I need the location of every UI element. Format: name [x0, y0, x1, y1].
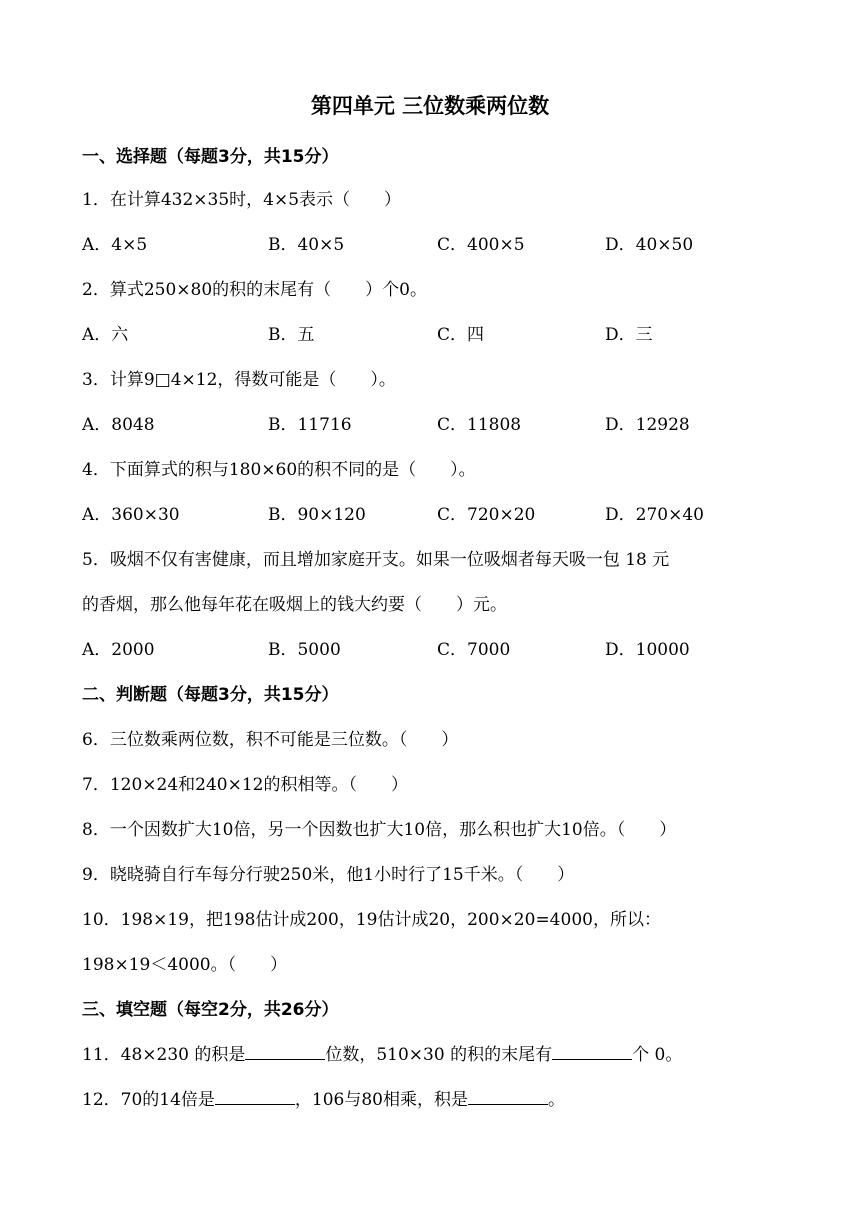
question-5-option-d: D．10000: [605, 640, 690, 660]
page-title: 第四单元 三位数乘两位数: [310, 94, 550, 118]
answer-blank[interactable]: [215, 1088, 295, 1105]
question-4-option-b: B．90×120: [268, 505, 366, 525]
question-5-text-line-1: 5．吸烟不仅有害健康，而且增加家庭开支。如果一位吸烟者每天吸一包 18 元: [82, 550, 670, 570]
question-1-option-c: C．400×5: [437, 235, 525, 255]
question-6-text: 6．三位数乘两位数，积不可能是三位数。（ ）: [82, 730, 459, 750]
question-12-part-2: ，106与80相乘，积是: [294, 1090, 468, 1110]
question-3-text: 3．计算9□4×12，得数可能是（ ）。: [82, 370, 396, 390]
question-3-option-d: D．12928: [605, 415, 690, 435]
question-1-option-a: A．4×5: [82, 235, 148, 255]
question-1-option-d: D．40×50: [605, 235, 694, 255]
question-11-part-3: 个 0。: [632, 1045, 683, 1065]
question-5-option-b: B．5000: [268, 640, 341, 660]
question-12-part-3: 。: [548, 1090, 565, 1110]
question-2-option-b: B．五: [268, 325, 315, 345]
question-11-part-2: 位数，510×30 的积的末尾有: [325, 1045, 553, 1065]
question-11-part-1: 11．48×230 的积是: [82, 1045, 246, 1065]
question-3-option-b: B．11716: [268, 415, 352, 435]
question-4-option-d: D．270×40: [605, 505, 704, 525]
section-heading-choice: 一、选择题（每题3分，共15分）: [82, 147, 339, 167]
answer-blank[interactable]: [468, 1088, 548, 1105]
section-heading-fill-blank: 三、填空题（每空2分，共26分）: [82, 1000, 339, 1020]
question-5-option-c: C．7000: [437, 640, 511, 660]
question-2-option-d: D．三: [605, 325, 653, 345]
question-10-text-line-1: 10．198×19，把198估计成200，19估计成20，200×20=4000，所以：: [82, 910, 661, 930]
question-5-option-a: A．2000: [82, 640, 155, 660]
question-1-text: 1．在计算432×35时，4×5表示（ ）: [82, 190, 402, 210]
question-1-option-b: B．40×5: [268, 235, 345, 255]
question-3-option-c: C．11808: [437, 415, 522, 435]
answer-blank[interactable]: [552, 1043, 632, 1060]
question-11-text: [82, 1040, 682, 1065]
question-10-text-line-2: 198×19＜4000。（ ）: [82, 955, 288, 975]
question-2-option-a: A．六: [82, 325, 129, 345]
question-4-text: 4．下面算式的积与180×60的积不同的是（ ）。: [82, 460, 476, 480]
question-9-text: 9．晓晓骑自行车每分行驶250米，他1小时行了15千米。（ ）: [82, 865, 575, 885]
question-5-text-line-2: 的香烟，那么他每年花在吸烟上的钱大约要（ ）元。: [82, 595, 507, 615]
question-7-text: 7．120×24和240×12的积相等。（ ）: [82, 775, 408, 795]
question-2-option-c: C．四: [437, 325, 485, 345]
question-4-option-a: A．360×30: [82, 505, 180, 525]
question-12-text: [82, 1085, 565, 1110]
question-8-text: 8．一个因数扩大10倍，另一个因数也扩大10倍，那么积也扩大10倍。（ ）: [82, 820, 677, 840]
question-3-option-a: A．8048: [82, 415, 155, 435]
question-12-part-1: 12．70的14倍是: [82, 1090, 215, 1110]
section-heading-judgement: 二、判断题（每题3分，共15分）: [82, 685, 339, 705]
question-4-option-c: C．720×20: [437, 505, 536, 525]
answer-blank[interactable]: [245, 1043, 325, 1060]
question-2-text: 2．算式250×80的积的末尾有（ ）个0。: [82, 280, 427, 300]
